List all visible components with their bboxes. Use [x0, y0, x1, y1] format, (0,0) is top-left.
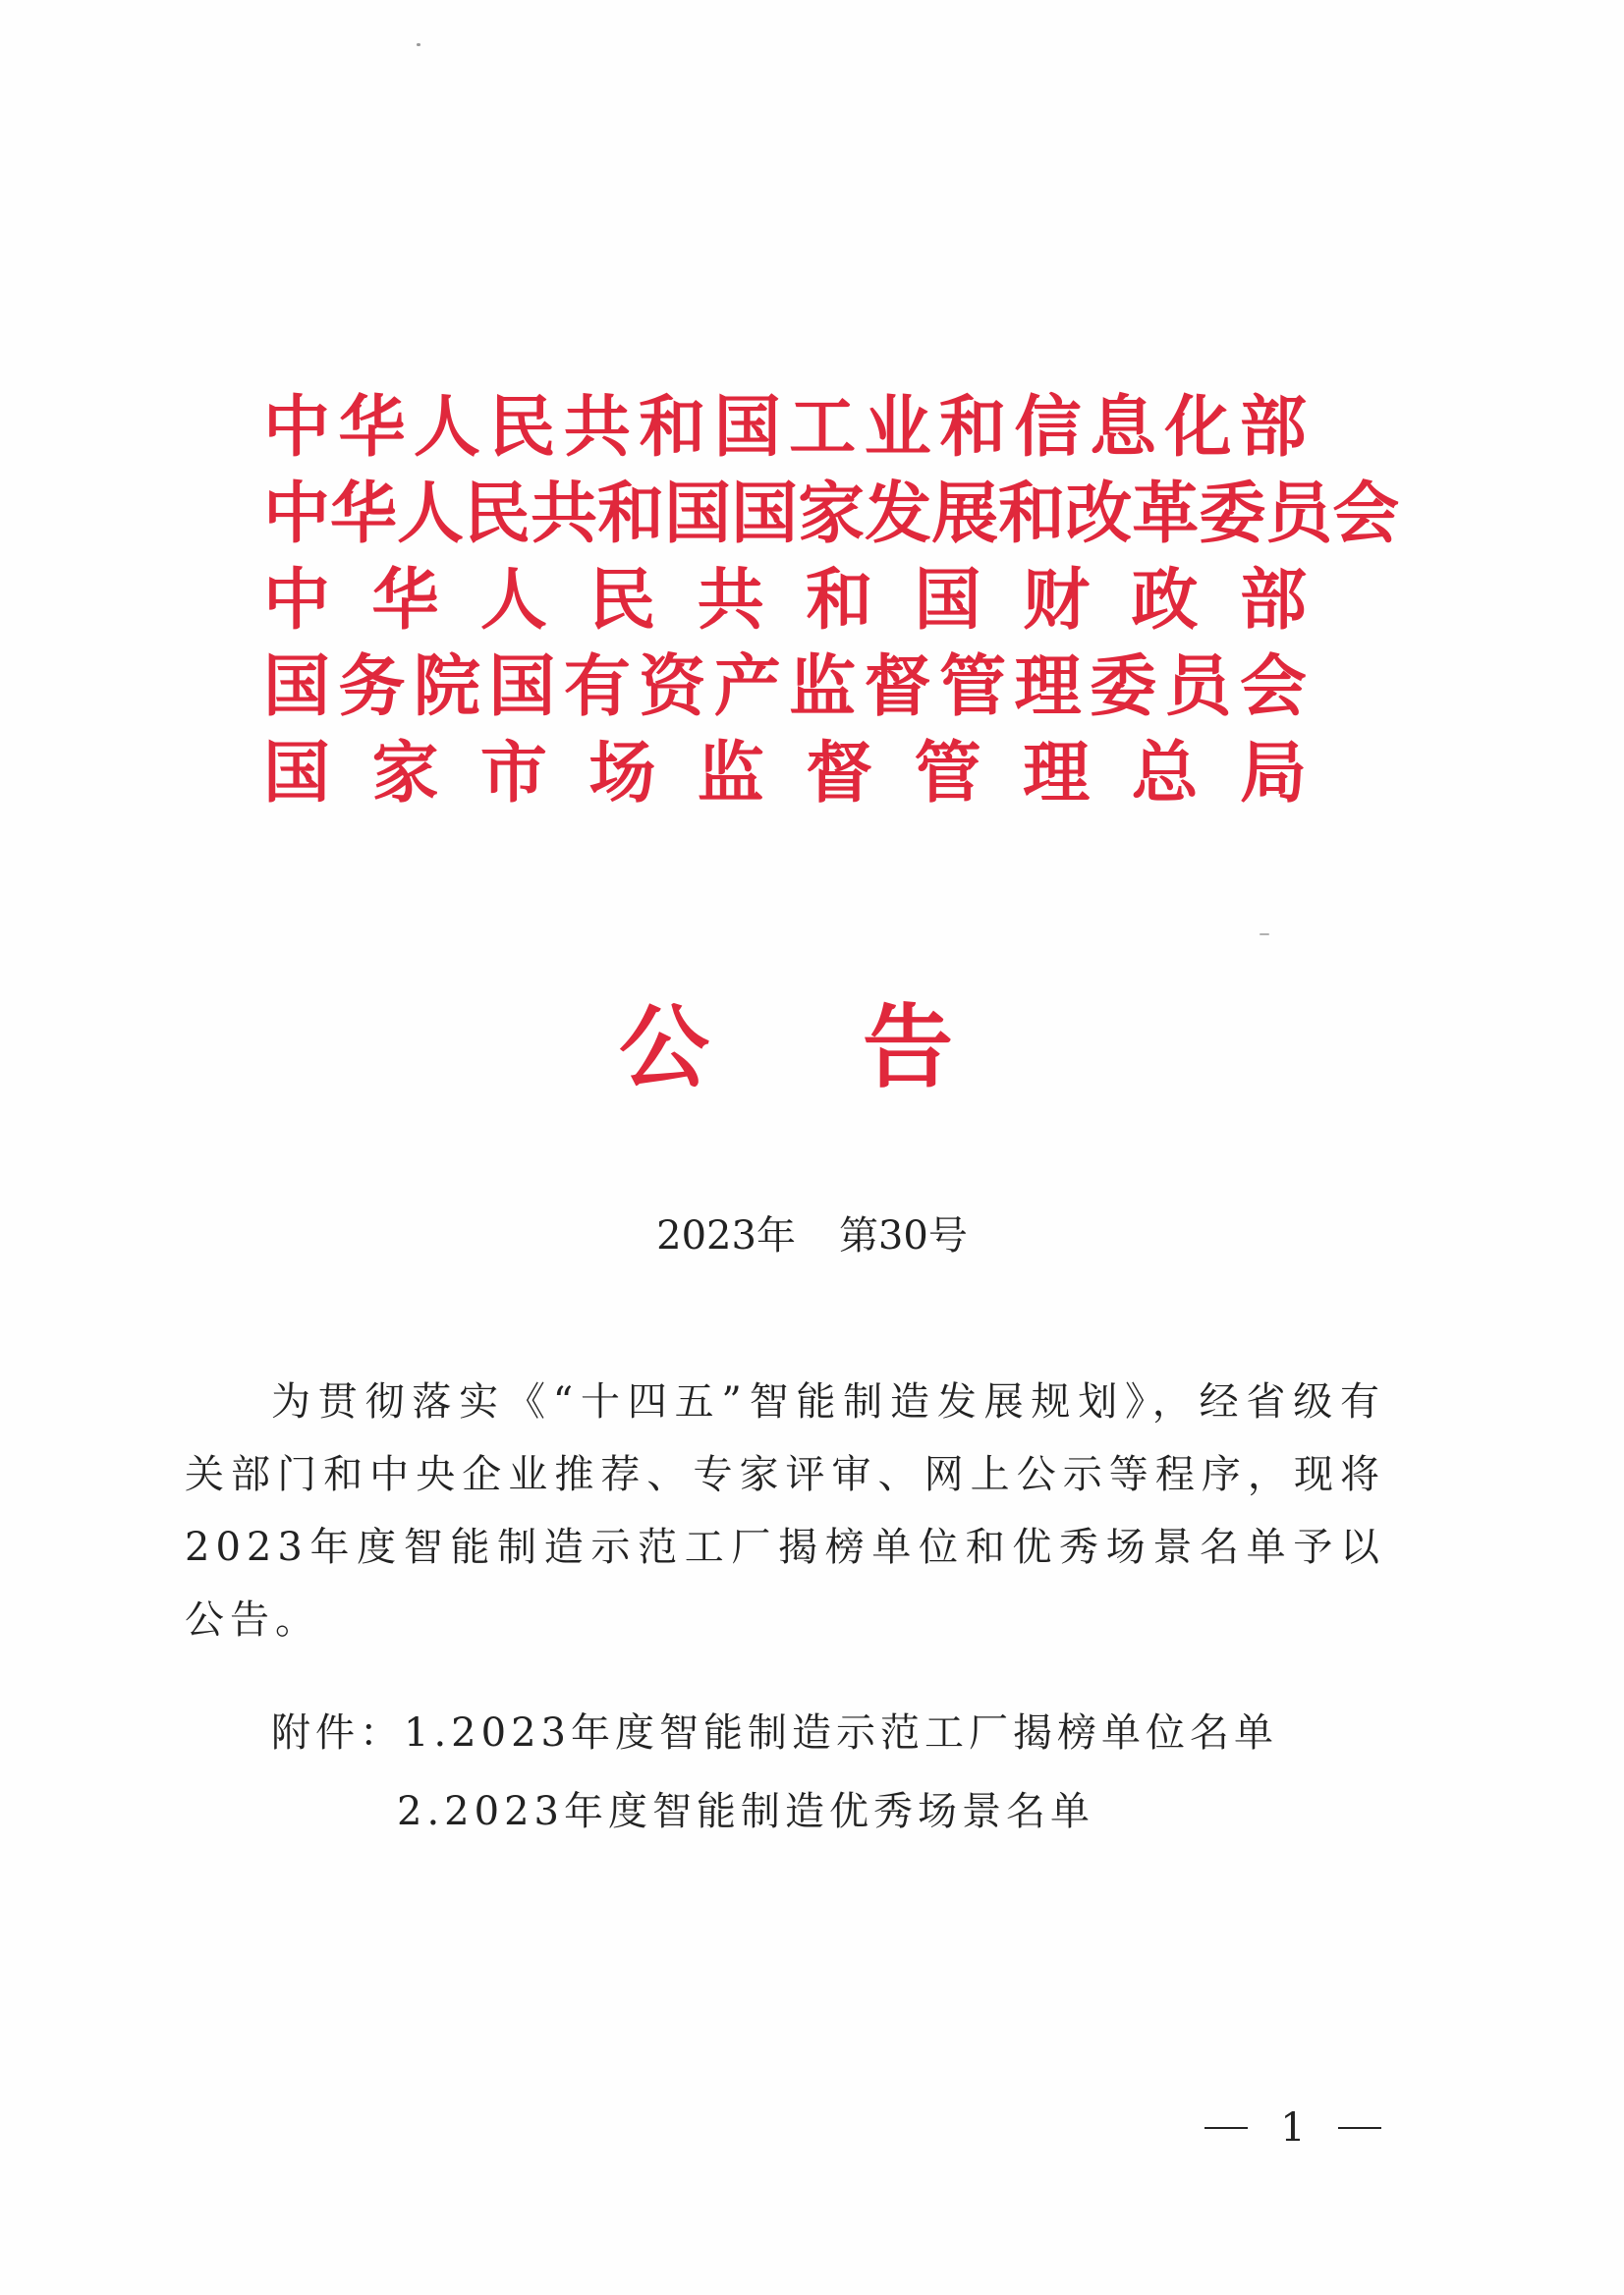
issuer-char: 和 [806, 562, 873, 640]
issuer-char: 务 [338, 648, 406, 726]
scan-speck [1260, 933, 1269, 935]
issuer-char: 国 [914, 562, 981, 640]
issuer-char: 革 [1132, 476, 1200, 553]
document-title [619, 994, 953, 1102]
issuer-char: 息 [1089, 389, 1156, 467]
issuer-char: 员 [1164, 648, 1232, 726]
issuer-char: 国 [664, 476, 732, 553]
issuer-char: 国 [263, 735, 331, 812]
issuer-char: 会 [1332, 476, 1400, 553]
attachments [271, 1694, 1401, 1851]
scan-speck [417, 43, 420, 46]
issuer-char: 和 [639, 389, 706, 467]
issuer-char: 华 [338, 389, 406, 467]
issuer-char: 家 [371, 735, 439, 812]
body-paragraph: 为贯彻落实《“十四五”智能制造发展规划》，经省级有关部门和中央企业推荐、专家评审、网上公示等程序，现将2023年度智能制造示范工厂揭榜单位和优秀场景名单予以公告。 [185, 1379, 1385, 1643]
issuer-char: 华 [330, 476, 398, 553]
issuer-char: 和 [939, 389, 1007, 467]
issuer-char: 有 [563, 648, 631, 726]
issuer-line [263, 472, 1400, 558]
issuer-char: 民 [488, 389, 556, 467]
issuing-authorities [263, 385, 1400, 817]
issuer-char: 产 [713, 648, 781, 726]
issuer-char: 国 [263, 648, 331, 726]
attachments-label: 附件： [271, 1710, 404, 1756]
document-year: 2023年 [656, 1213, 796, 1259]
issuer-char: 华 [371, 562, 439, 640]
attachment-1: 1.2023年度智能制造示范工厂揭榜单位名单 [404, 1710, 1278, 1756]
issuer-line [263, 558, 1307, 644]
issuer-char: 管 [914, 735, 981, 812]
issuer-char: 业 [864, 389, 931, 467]
issuer-char: 中 [263, 476, 331, 553]
issuer-char: 国 [488, 648, 556, 726]
attachment-item [271, 1772, 1401, 1851]
issuer-char: 部 [1239, 389, 1307, 467]
issuer-char: 共 [697, 562, 764, 640]
issuer-char: 展 [931, 476, 999, 553]
issuer-char: 国 [731, 476, 799, 553]
issuer-line [263, 644, 1307, 731]
dash-left [1204, 2127, 1248, 2129]
issuer-char: 人 [397, 476, 465, 553]
attachment-item [271, 1694, 1401, 1772]
issuer-char: 改 [1065, 476, 1133, 553]
issuer-char: 场 [588, 735, 656, 812]
issuer-char: 理 [1023, 735, 1091, 812]
issuer-char: 共 [531, 476, 598, 553]
issuer-char: 监 [697, 735, 764, 812]
issuer-char: 会 [1239, 648, 1307, 726]
issuer-char: 国 [713, 389, 781, 467]
issuer-char: 部 [1239, 562, 1307, 640]
issuer-char: 政 [1131, 562, 1199, 640]
title-char: 公 [619, 995, 710, 1100]
issuer-char: 家 [798, 476, 866, 553]
issuer-char: 员 [1265, 476, 1333, 553]
issuer-char: 共 [563, 389, 631, 467]
issuer-char: 理 [1014, 648, 1082, 726]
issuer-char: 局 [1239, 735, 1307, 812]
attachment-2: 2.2023年度智能制造优秀场景名单 [397, 1789, 1094, 1834]
dash-right [1338, 2127, 1381, 2129]
page-number [1204, 2100, 1381, 2155]
issuer-char: 中 [263, 562, 331, 640]
issuer-char: 发 [865, 476, 932, 553]
title-char: 告 [862, 995, 953, 1100]
issuer-char: 监 [789, 648, 857, 726]
issuer-char: 督 [806, 735, 873, 812]
issuer-char: 工 [789, 389, 857, 467]
issuer-char: 中 [263, 389, 331, 467]
issuer-char: 人 [413, 389, 480, 467]
issuer-char: 化 [1164, 389, 1232, 467]
issuer-line [263, 731, 1307, 817]
issuer-char: 院 [413, 648, 480, 726]
issuer-char: 委 [1199, 476, 1266, 553]
issuer-char: 资 [639, 648, 706, 726]
issuer-char: 财 [1023, 562, 1091, 640]
issuer-char: 总 [1131, 735, 1199, 812]
issuer-char: 民 [464, 476, 532, 553]
page-number-value: 1 [1280, 2105, 1306, 2151]
issuer-char: 委 [1089, 648, 1156, 726]
issuer-char: 管 [939, 648, 1007, 726]
document-serial: 第30号 [838, 1213, 968, 1259]
issuer-char: 人 [479, 562, 547, 640]
issuer-char: 市 [479, 735, 547, 812]
issuer-char: 民 [588, 562, 656, 640]
issuer-char: 信 [1014, 389, 1082, 467]
issuer-char: 和 [597, 476, 665, 553]
issuer-char: 和 [998, 476, 1066, 553]
issuer-char: 督 [864, 648, 931, 726]
document-number [0, 1206, 1624, 1265]
issuer-line [263, 385, 1307, 472]
